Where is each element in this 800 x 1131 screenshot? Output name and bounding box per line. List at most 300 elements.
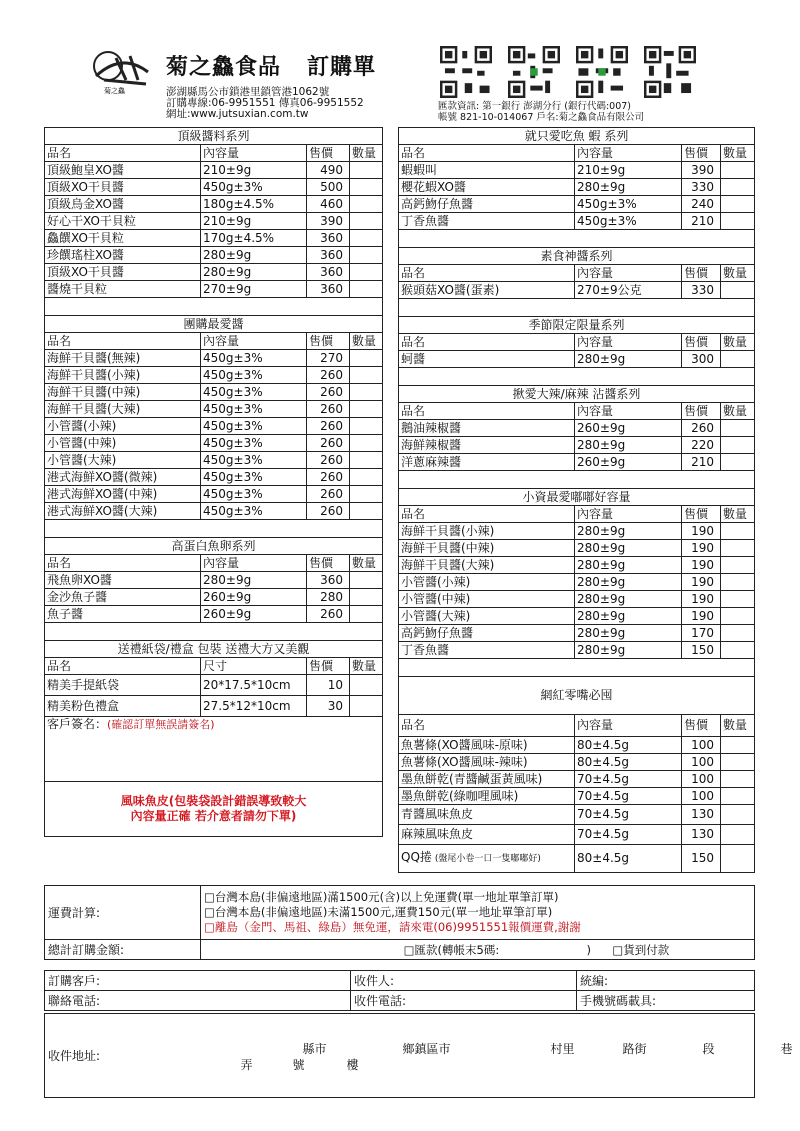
product-name: 墨魚餅乾(青醬鹹蛋黃風味) <box>399 771 575 788</box>
product-price: 300 <box>682 351 721 368</box>
customer-field[interactable]: 訂購客戶: <box>45 971 351 991</box>
product-size: 27.5*12*10cm <box>201 696 307 717</box>
product-price: 190 <box>682 574 721 591</box>
quantity-input[interactable] <box>721 825 755 845</box>
address-label: 收件地址: <box>45 1014 195 1098</box>
product-price: 260 <box>307 503 350 520</box>
quantity-input[interactable] <box>350 503 383 520</box>
quantity-input[interactable] <box>350 675 383 696</box>
spacer-row <box>45 623 383 641</box>
product-size: 70±4.5g <box>575 805 682 825</box>
roe-title: 高蛋白魚卵系列 <box>45 538 383 555</box>
product-row <box>45 367 383 384</box>
product-price: 360 <box>307 264 350 281</box>
column-header-row <box>399 265 755 282</box>
shipping-table <box>44 885 755 960</box>
qr-code-1-icon[interactable] <box>440 46 492 98</box>
spacer-row <box>399 368 755 386</box>
product-price: 190 <box>682 557 721 574</box>
quantity-input[interactable] <box>350 281 383 298</box>
quantity-input[interactable] <box>350 384 383 401</box>
product-size: 450g±3% <box>201 486 307 503</box>
product-row <box>45 281 383 298</box>
quantity-input[interactable] <box>350 452 383 469</box>
receiver-phone-field[interactable]: 收件電話: <box>351 991 577 1011</box>
product-price: 210 <box>682 213 721 230</box>
group-buy-title: 團購最愛醬 <box>45 316 383 333</box>
product-size: 80±4.5g <box>575 845 682 873</box>
product-price: 360 <box>307 247 350 264</box>
col-qty-header: 數量 <box>721 506 755 523</box>
quantity-input[interactable] <box>350 350 383 367</box>
qr-code-2-icon[interactable] <box>508 46 560 98</box>
product-row <box>45 469 383 486</box>
top-sauce-title-row <box>45 128 383 145</box>
quantity-input[interactable] <box>721 162 755 179</box>
product-name: 小管醬(小辣) <box>45 418 201 435</box>
quantity-input[interactable] <box>350 230 383 247</box>
addr-number: 號 <box>292 1058 305 1072</box>
product-name: 高鈣魩仔魚醬 <box>399 196 575 213</box>
quantity-input[interactable] <box>721 282 755 299</box>
carrier-field[interactable]: 手機號碼載具: <box>577 991 755 1011</box>
product-size: 280±9g <box>201 247 307 264</box>
product-price: 270 <box>307 350 350 367</box>
quantity-input[interactable] <box>721 642 755 659</box>
product-name: 港式海鮮XO醬(中辣) <box>45 486 201 503</box>
company-phone: 訂購專線:06-9951551 傳真06-9951552 <box>166 97 364 109</box>
product-name: 櫻花蝦XO醬 <box>399 179 575 196</box>
addr-section: 段 <box>702 1042 715 1056</box>
product-price: 130 <box>682 805 721 825</box>
product-name: 海鮮干貝醬(中辣) <box>399 540 575 557</box>
warning-line-2: 內容量正確 若介意者請勿下單) <box>130 809 297 823</box>
ship-option-mainland-free[interactable]: □台灣本島(非偏遠地區)滿1500元(含)以上免運費(單一地址單筆訂單) <box>204 890 559 904</box>
product-name: 麻辣風味魚皮 <box>399 825 575 845</box>
col-qty-header: 數量 <box>721 265 755 282</box>
product-name: 海鮮干貝醬(大辣) <box>45 401 201 418</box>
quantity-input[interactable] <box>721 574 755 591</box>
product-name: 港式海鮮XO醬(大辣) <box>45 503 201 520</box>
product-size: 280±9g <box>575 625 682 642</box>
product-price: 390 <box>307 213 350 230</box>
product-name: 鱻饌XO干貝粒 <box>45 230 201 247</box>
left-product-table <box>44 127 383 837</box>
column-header-row <box>399 145 755 162</box>
product-row <box>45 196 383 213</box>
quantity-input[interactable] <box>350 589 383 606</box>
product-name: 海鮮干貝醬(大辣) <box>399 557 575 574</box>
product-size: 80±4.5g <box>575 754 682 771</box>
company-logo <box>86 46 158 96</box>
quantity-input[interactable] <box>721 454 755 471</box>
quantity-input[interactable] <box>350 162 383 179</box>
product-price: 360 <box>307 281 350 298</box>
product-size: 450g±3% <box>201 384 307 401</box>
quantity-input[interactable] <box>721 737 755 754</box>
tax-id-field[interactable]: 統編: <box>577 971 755 991</box>
quantity-input[interactable] <box>721 788 755 805</box>
product-size: 280±9g <box>575 523 682 540</box>
product-size: 280±9g <box>575 591 682 608</box>
spacer-row <box>399 299 755 317</box>
quantity-input[interactable] <box>721 196 755 213</box>
product-row <box>45 503 383 520</box>
quantity-input[interactable] <box>721 437 755 454</box>
quantity-input[interactable] <box>350 606 383 623</box>
col-size-header: 內容量 <box>201 333 307 350</box>
product-price: 190 <box>682 608 721 625</box>
column-header-row <box>45 658 383 675</box>
product-name: 丁香魚醬 <box>399 213 575 230</box>
product-row <box>399 845 755 873</box>
col-size-header: 內容量 <box>201 145 307 162</box>
product-size: 260±9g <box>201 606 307 623</box>
product-price: 150 <box>682 642 721 659</box>
product-price: 500 <box>307 179 350 196</box>
product-size: 280±9g <box>575 608 682 625</box>
qr-code-4-icon[interactable] <box>644 46 696 98</box>
col-qty-header: 數量 <box>350 333 383 350</box>
product-name: 丁香魚醬 <box>399 642 575 659</box>
contact-phone-field[interactable]: 聯絡電話: <box>45 991 351 1011</box>
signature-note: (確認訂單無誤請簽名) <box>107 718 215 731</box>
column-header-row <box>399 334 755 351</box>
form-title: 訂購單 <box>307 55 377 80</box>
col-price-header: 售價 <box>307 658 350 675</box>
product-name: 金沙魚子醬 <box>45 589 201 606</box>
column-header-row <box>399 715 755 737</box>
product-price: 190 <box>682 540 721 557</box>
product-size: 280±9g <box>575 557 682 574</box>
product-price: 260 <box>307 469 350 486</box>
product-size: 280±9g <box>201 572 307 589</box>
product-price: 190 <box>682 523 721 540</box>
col-name-header: 品名 <box>399 145 575 162</box>
product-name: 飛魚卵XO醬 <box>45 572 201 589</box>
product-price: 260 <box>307 418 350 435</box>
spacer-row <box>399 471 755 489</box>
quantity-input[interactable] <box>350 435 383 452</box>
addr-village: 村里 <box>550 1042 575 1056</box>
small-title-row <box>399 489 755 506</box>
product-name: 高鈣魩仔魚醬 <box>399 625 575 642</box>
col-price-header: 售價 <box>682 334 721 351</box>
col-size-header: 內容量 <box>575 506 682 523</box>
seasonal-title-row <box>399 317 755 334</box>
quantity-input[interactable] <box>350 247 383 264</box>
group-buy-title-row <box>45 316 383 333</box>
col-name-header: 品名 <box>399 403 575 420</box>
product-name: 頂級烏金XO醬 <box>45 196 201 213</box>
quantity-input[interactable] <box>350 367 383 384</box>
product-row <box>399 591 755 608</box>
product-name: 海鮮干貝醬(中辣) <box>45 384 201 401</box>
product-price: 260 <box>307 384 350 401</box>
col-price-header: 售價 <box>682 145 721 162</box>
quantity-input[interactable] <box>721 523 755 540</box>
product-name-qq <box>399 845 575 873</box>
product-name: 小管醬(中辣) <box>45 435 201 452</box>
product-name: 精美手提紙袋 <box>45 675 201 696</box>
shrimp-title-row <box>399 128 755 145</box>
total-label: 總計訂購金額: <box>45 940 201 960</box>
bank-info: 匯款資訊: 第一銀行 澎湖分行 (銀行代碼:007) <box>438 101 632 112</box>
column-header-row <box>45 555 383 572</box>
quantity-input[interactable] <box>721 625 755 642</box>
product-size: 210±9g <box>201 162 307 179</box>
product-row <box>399 282 755 299</box>
product-size: 280±9g <box>575 437 682 454</box>
product-row <box>45 384 383 401</box>
product-row <box>399 454 755 471</box>
spacer-row <box>399 659 755 677</box>
product-price: 360 <box>307 572 350 589</box>
product-price: 100 <box>682 754 721 771</box>
col-name-header: 品名 <box>399 715 575 737</box>
col-qty-header: 數量 <box>350 555 383 572</box>
address-table <box>44 1013 793 1098</box>
product-size: 450g±3% <box>201 367 307 384</box>
product-row <box>399 754 755 771</box>
product-name: 頂級鮑皇XO醬 <box>45 162 201 179</box>
product-price: 240 <box>682 196 721 213</box>
product-row <box>399 196 755 213</box>
product-row <box>45 401 383 418</box>
quantity-input[interactable] <box>721 179 755 196</box>
pay-cod-option[interactable]: □貨到付款 <box>612 942 670 957</box>
product-size: 70±4.5g <box>575 825 682 845</box>
quantity-input[interactable] <box>350 196 383 213</box>
product-size: 210±9g <box>575 162 682 179</box>
quantity-input[interactable] <box>721 213 755 230</box>
product-price: 280 <box>307 589 350 606</box>
col-price-header: 售價 <box>682 715 721 737</box>
col-name-header: 品名 <box>399 334 575 351</box>
product-name: 好心干XO干貝粒 <box>45 213 201 230</box>
product-price: 330 <box>682 179 721 196</box>
product-row <box>45 179 383 196</box>
product-row <box>45 675 383 696</box>
column-header-row <box>45 145 383 162</box>
product-row <box>399 523 755 540</box>
product-size: 270±9公克 <box>575 282 682 299</box>
product-price: 260 <box>307 606 350 623</box>
product-name: 精美粉色禮盒 <box>45 696 201 717</box>
veg-title-row <box>399 248 755 265</box>
product-size: 260±9g <box>575 420 682 437</box>
product-size: 260±9g <box>201 589 307 606</box>
col-price-header: 售價 <box>307 555 350 572</box>
column-header-row <box>399 403 755 420</box>
product-name: 醬燒干貝粒 <box>45 281 201 298</box>
col-dims-header: 尺寸 <box>201 658 307 675</box>
product-row <box>399 574 755 591</box>
product-row <box>399 540 755 557</box>
quantity-input[interactable] <box>721 540 755 557</box>
product-row <box>45 350 383 367</box>
product-price: 170 <box>682 625 721 642</box>
col-qty-header: 數量 <box>721 334 755 351</box>
product-row <box>399 557 755 574</box>
ship-option-mainland-fee[interactable]: □台灣本島(非偏遠地區)未滿1500元,運費150元(單一地址單筆訂單) <box>204 905 553 919</box>
address-field[interactable] <box>195 1014 793 1098</box>
product-row <box>399 788 755 805</box>
product-row <box>399 771 755 788</box>
quantity-input[interactable] <box>721 420 755 437</box>
shrimp-title: 就只愛吃魚 蝦 系列 <box>399 128 755 145</box>
spacer-row <box>45 520 383 538</box>
warning-row <box>45 782 383 837</box>
customer-table <box>44 970 755 1011</box>
product-name: 頂級XO干貝醬 <box>45 179 201 196</box>
product-name: 海鮮干貝醬(小辣) <box>45 367 201 384</box>
product-row <box>399 642 755 659</box>
page-title <box>166 50 402 81</box>
product-size: 170g±4.5% <box>201 230 307 247</box>
product-price: 260 <box>307 486 350 503</box>
product-row <box>399 625 755 642</box>
product-size: 450g±3% <box>201 452 307 469</box>
gift-title-row <box>45 641 383 658</box>
pay-transfer-paren: ) <box>586 942 592 957</box>
spacer-row <box>45 298 383 316</box>
signature-field[interactable] <box>45 717 383 782</box>
product-name: 魚薯條(XO醬風味-辣味) <box>399 754 575 771</box>
product-price: 260 <box>307 452 350 469</box>
col-qty-header: 數量 <box>350 145 383 162</box>
product-row <box>45 435 383 452</box>
product-name: 蝦蝦叫 <box>399 162 575 179</box>
column-header-row <box>399 506 755 523</box>
quantity-input[interactable] <box>350 179 383 196</box>
product-row <box>399 351 755 368</box>
top-sauce-title: 頂級醬料系列 <box>45 128 383 145</box>
quantity-input[interactable] <box>721 351 755 368</box>
product-size: 450g±3% <box>201 435 307 452</box>
product-size: 270±9g <box>201 281 307 298</box>
product-price: 460 <box>307 196 350 213</box>
col-size-header: 內容量 <box>201 555 307 572</box>
warning-notice <box>45 782 383 837</box>
product-price: 130 <box>682 825 721 845</box>
col-name-header: 品名 <box>45 555 201 572</box>
logo-caption: 菊之鱻 <box>104 87 125 95</box>
product-row <box>45 418 383 435</box>
product-name: 港式海鮮XO醬(微辣) <box>45 469 201 486</box>
col-name-header: 品名 <box>399 265 575 282</box>
qr-code-3-icon[interactable] <box>576 46 628 98</box>
gift-title: 送禮紙袋/禮盒 包裝 送禮大方又美觀 <box>45 641 383 658</box>
product-name: 小管醬(中辣) <box>399 591 575 608</box>
col-size-header: 內容量 <box>575 715 682 737</box>
product-row <box>399 437 755 454</box>
quantity-input[interactable] <box>350 572 383 589</box>
product-row <box>45 589 383 606</box>
product-name: 海鮮干貝醬(小辣) <box>399 523 575 540</box>
qq-name: QQ捲 <box>401 850 432 864</box>
col-qty-header: 數量 <box>721 145 755 162</box>
product-price: 390 <box>682 162 721 179</box>
spacer-row <box>399 230 755 248</box>
product-price: 260 <box>307 435 350 452</box>
snacks-title: 網紅零嘴必囤 <box>399 677 755 715</box>
product-row <box>399 825 755 845</box>
quantity-input[interactable] <box>721 608 755 625</box>
product-row <box>399 162 755 179</box>
quantity-input[interactable] <box>721 591 755 608</box>
product-name: 墨魚餅乾(綠咖哩風味) <box>399 788 575 805</box>
product-size: 280±9g <box>575 179 682 196</box>
snacks-title-row <box>399 677 755 715</box>
col-qty-header: 數量 <box>350 658 383 675</box>
product-size: 450g±3% <box>201 503 307 520</box>
quantity-input[interactable] <box>721 754 755 771</box>
product-row <box>45 696 383 717</box>
product-name: 魚薯條(XO醬風味-原味) <box>399 737 575 754</box>
ship-option-islands[interactable]: □離島（金門、馬祖、綠島）無免運，請來電(06)9951551報價運費,謝謝 <box>204 920 581 934</box>
product-price: 100 <box>682 788 721 805</box>
col-qty-header: 數量 <box>721 403 755 420</box>
product-size: 280±9g <box>575 574 682 591</box>
quantity-input[interactable] <box>721 557 755 574</box>
quantity-input[interactable] <box>350 213 383 230</box>
qq-note: (盤尾小卷一口一隻嘟嘟好) <box>434 854 541 864</box>
product-name: 海鮮干貝醬(無辣) <box>45 350 201 367</box>
product-size: 20*17.5*10cm <box>201 675 307 696</box>
col-qty-header: 數量 <box>721 715 755 737</box>
company-address: 澎湖縣馬公市鎖港里鎖管港1062號 <box>166 86 330 98</box>
quantity-input[interactable] <box>350 696 383 717</box>
spicy-title-row <box>399 386 755 403</box>
product-price: 490 <box>307 162 350 179</box>
quantity-input[interactable] <box>721 805 755 825</box>
product-price: 100 <box>682 737 721 754</box>
company-website[interactable]: 網址:www.jutsuxian.com.tw <box>166 108 309 120</box>
quantity-input[interactable] <box>721 845 755 873</box>
quantity-input[interactable] <box>350 418 383 435</box>
product-size: 70±4.5g <box>575 788 682 805</box>
product-size: 80±4.5g <box>575 737 682 754</box>
product-row <box>45 606 383 623</box>
product-size: 450g±3% <box>201 418 307 435</box>
warning-line-1: 風味魚皮(包裝袋設計錯誤導致較大 <box>120 794 307 808</box>
addr-alley: 弄 <box>240 1058 253 1072</box>
quantity-input[interactable] <box>350 486 383 503</box>
product-price: 220 <box>682 437 721 454</box>
col-price-header: 售價 <box>682 403 721 420</box>
quantity-input[interactable] <box>350 469 383 486</box>
addr-town: 鄉鎮區市 <box>402 1042 451 1056</box>
pay-transfer-option[interactable]: □匯款(轉帳末5碼: <box>403 942 500 957</box>
product-size: 70±4.5g <box>575 771 682 788</box>
product-name: 海鮮辣椒醬 <box>399 437 575 454</box>
receiver-field[interactable]: 收件人: <box>351 971 577 991</box>
veg-title: 素食神醬系列 <box>399 248 755 265</box>
product-name: 鵝油辣椒醬 <box>399 420 575 437</box>
product-size: 210±9g <box>201 213 307 230</box>
addr-floor: 樓 <box>346 1058 359 1072</box>
product-size: 280±9g <box>201 264 307 281</box>
product-name: 蚵醬 <box>399 351 575 368</box>
quantity-input[interactable] <box>350 401 383 418</box>
col-name-header: 品名 <box>399 506 575 523</box>
quantity-input[interactable] <box>350 264 383 281</box>
product-row <box>399 179 755 196</box>
col-name-header: 品名 <box>45 145 201 162</box>
addr-road: 路街 <box>622 1042 647 1056</box>
quantity-input[interactable] <box>721 771 755 788</box>
